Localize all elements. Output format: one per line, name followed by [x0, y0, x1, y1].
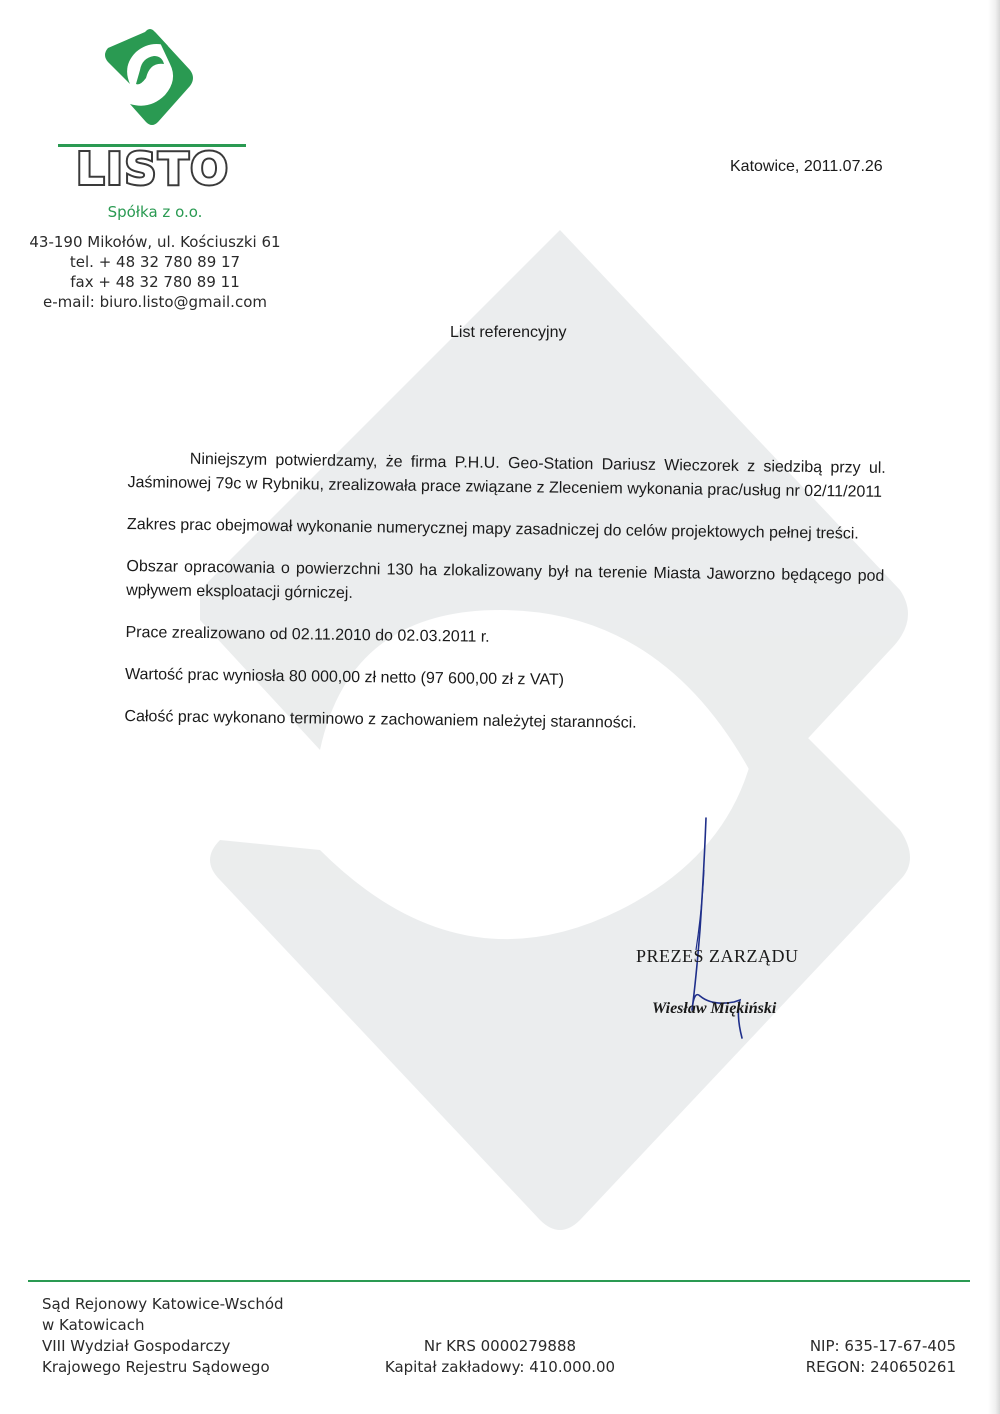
footer-court	[42, 1294, 284, 1378]
company-fax: fax + 48 32 780 89 11	[70, 273, 240, 291]
footer-court-line: Krajowego Rejestru Sądowego	[42, 1358, 270, 1376]
listo-wordmark	[56, 148, 250, 190]
signatory-name: Wiesław Miękiński	[652, 1000, 777, 1017]
footer-capital: Kapitał zakładowy: 410.000.00	[384, 1358, 616, 1376]
footer-court-line: VIII Wydział Gospodarczy	[42, 1337, 231, 1355]
footer-court-line: Sąd Rejonowy Katowice-Wschód	[42, 1295, 284, 1313]
scan-edge-shadow	[988, 0, 1000, 1414]
company-info	[0, 202, 310, 312]
footer-krs: Nr KRS 0000279888	[423, 1337, 577, 1355]
letter-date: Katowice, 2011.07.26	[730, 158, 883, 175]
paragraph-scope: Zakres prac obejmował wykonanie numerycznej mapy zasadniczej do celów projektowych pełnej treści.	[126, 515, 859, 543]
footer-nip: NIP: 635-17-67-405	[809, 1337, 956, 1355]
paragraph-value: Wartość prac wyniosła 80 000,00 zł netto (97 600,00 zł z VAT)	[124, 665, 565, 689]
footer-regon: REGON: 240650261	[805, 1358, 956, 1376]
paragraph-confirmation: Niniejszym potwierdzamy, że firma P.H.U. Geo-Station Dariusz Wieczorek z siedzibą przy ul. Jaśminowej 79c w Rybniku, zrealizowała prace związane z Zleceniem wykonania prac/usług nr 02/11/2011	[127, 450, 886, 501]
company-email: e-mail: biuro.listo@gmail.com	[43, 293, 267, 311]
listo-logo-mark	[0, 0, 260, 140]
paragraph-area: Obszar opracowania o powierzchni 130 ha zlokalizowany był na terenie Miasta Jaworzno będącego pod wpływem eksploatacji górniczej.	[126, 557, 885, 602]
logo-rule	[58, 144, 246, 147]
svg-text:LISTO: LISTO	[76, 148, 230, 190]
company-tel: tel. + 48 32 780 89 17	[69, 253, 241, 271]
letter-title: List referencyjny	[450, 324, 567, 341]
footer-court-line: w Katowicach	[42, 1316, 145, 1334]
company-type: Spółka z o.o.	[107, 203, 203, 221]
footer-rule	[28, 1280, 970, 1282]
paragraph-completion: Całość prac wykonano terminowo z zachowaniem należytej staranności.	[124, 707, 637, 732]
footer-tax-ids	[740, 1336, 956, 1378]
letter-body	[124, 447, 886, 757]
signatory-role: PREZES ZARZĄDU	[636, 946, 799, 966]
company-address: 43-190 Mikołów, ul. Kościuszki 61	[29, 233, 281, 251]
footer-registration	[300, 1336, 700, 1378]
paragraph-dates: Prace zrealizowano od 02.11.2010 do 02.03.2011 r.	[125, 623, 490, 646]
